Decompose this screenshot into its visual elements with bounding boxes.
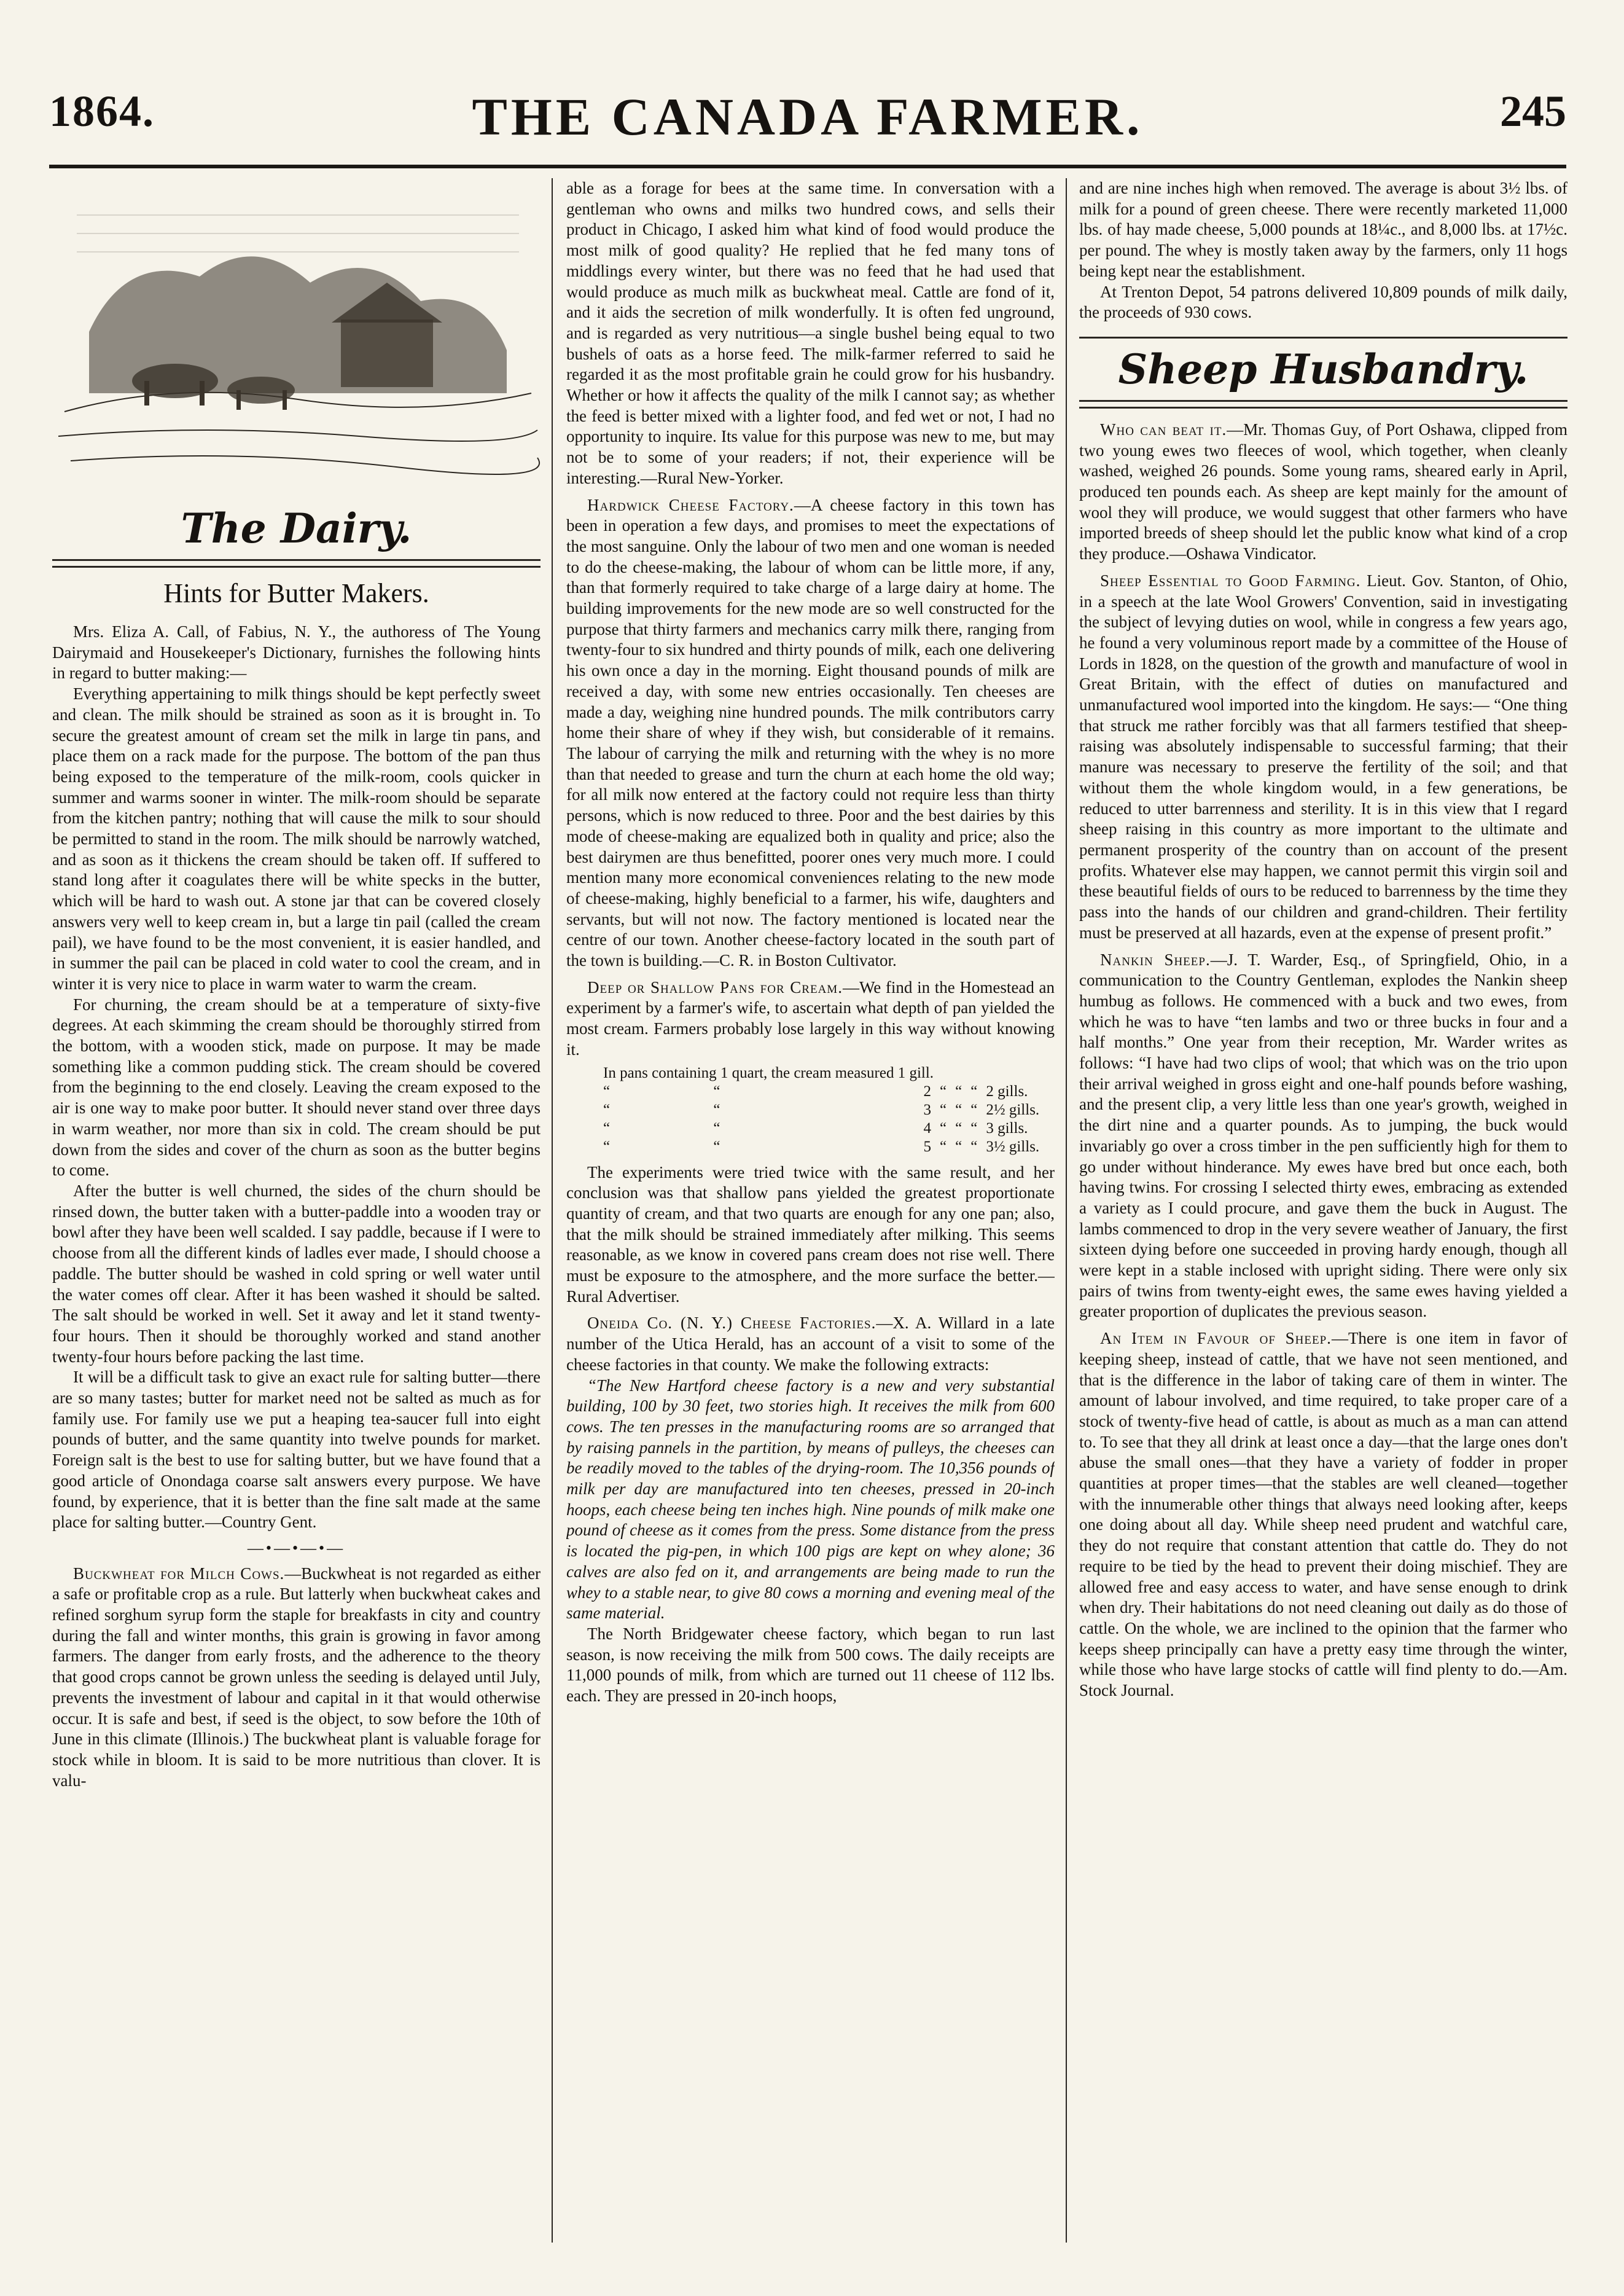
table-cell: 3 gills.	[986, 1119, 1028, 1137]
paragraph: The experiments were tried twice with the same result, and her conclusion was that shallow pans yielded the greatest proportionate quantity of cream, and that two quarts are enough for any one pan; also, that the milk should be strained immediately after milking. This seems reasonable, as we know in covered pans cream does not rise well. There must be exposure to the atmosphere, and the more surface the better.—Rural Advertiser.	[566, 1162, 1055, 1306]
issue-year: 1864.	[49, 87, 155, 136]
article-text: —Mr. Thomas Guy, of Port Oshawa, clipped from two young ewes two fleeces of wool, which together, when cleanly washed, weighed 26 pounds. Some young rams, sheared early in April, produced ten pounds each. As sheep are kept mainly for the amount of wool they will produce, we would suggest that other farmers who have imported breeds of sheep should let the public know what kind of a crop they produce.—Oshawa Vindicator.	[1079, 420, 1567, 563]
paragraph-who-can-beat	[1079, 420, 1567, 565]
article-heading-deep-pans: Deep or Shallow Pans for Cream.	[587, 978, 843, 997]
table-row: “ “ 5 “ “ “ 3½ gills.	[603, 1138, 1048, 1156]
paragraph-quote: “The New Hartford cheese factory is a new and very substantial building, 100 by 30 feet, two stories high. It receives the milk from 600 cows. The ten presses in the manufacturing rooms are so arranged that by raising pannels in the partition, by means of pulleys, the cheeses can be readily moved to the tables of the drying-room. The 10,356 pounds of milk per day are manufactured into ten cheeses, pressed in 20-inch hoops, each cheese being ten inches high. Nine pounds of milk make one pound of cheese as it comes from the press. Some distance from the press is located the pig-pen, in which 100 pigs are kept on whey alone; 36 calves are also fed on it, and arrangements are being made to run the whey to a stable near, to give 80 cows a morning and evening meal of the same material.	[566, 1376, 1055, 1623]
paragraph: The North Bridgewater cheese factory, which began to run last season, is now receiving the milk from 500 cows. The daily receipts are 11,000 pounds of milk, from which are turned out 11 cheese of 112 lbs. each. They are pressed in 20-inch hoops,	[566, 1624, 1055, 1706]
article-title-butter: Hints for Butter Makers.	[163, 578, 429, 608]
paragraph-buckwheat	[52, 1564, 541, 1792]
paragraph: Everything appertaining to milk things should be kept perfectly sweet and clean. The milk should be strained as soon as it is brought in. To secure the greatest amount of cream set the milk in large tin pans, and place them on a rack made for the purpose. The bottom of the pan thus being exposed to the temperature of the milk-room, cools quicker in summer and warms sooner in winter. The milk-room should be separate from the kitchen pantry; nothing that will cause the milk to sour should be permitted to stand in the room. The milk should be narrowly watched, and as soon as it thickens the cream should be taken off. If suffered to stand long after it coagulates there will be white specks in the butter, which will be hard to wash out. A stone jar that can be covered closely answers very well to keep cream in, but a large tin pail (called the cream pail), we have found to be the most convenient, it is easier handled, and in summer the pail can be placed in cold water to cool the cream, and in winter it is very nice to place in warm water to warm the cream.	[52, 684, 541, 993]
newspaper-title: THE CANADA FARMER.	[472, 87, 1144, 146]
article-text: —A cheese factory in this town has been in operation a few days, and promises to meet the expectations of the most sanguine. Only the labour of two men and one woman is needed to do the cheese-making, the labour of whom can be little more, if any, than that formerly required to take charge of a large dairy at home. The building improvements for the new mode are so well constructed for the purpose that thirty farmers and mechanics carry milk there, ranging from twenty-four to six hundred and thirty pounds of milk, each one delivering his own once a day in the morning. Eight thousand pounds of milk are received a day, with some new entries occasionally. Ten cheeses are made a day, weighing nine hundred pounds. The milk contributors carry home their share of whey if they wish, but considerable of it remains. The labour of carrying the milk and returning with the whey is no more than that needed to grease and turn the churn at each home the old way; for all milk now entered at the factory could not require less than thirty persons, which is now reduced to three. Poor and the best dairies by this mode of cheese-making are equalized both in quality and price; also the best dairymen are thus benefitted, poorer ones very much more. I could mention many more economical conveniences relating to the new mode of cheese-making, highly beneficial to a farmer, his wife, daughters and servants, but will not now. The factory mentioned is located near the centre of our town. Another cheese-factory located in the south part of the town is building.—C. R. in Boston Cultivator.	[566, 495, 1055, 970]
article-text: —There is one item in favor of keeping sheep, instead of cattle, that we have not seen mentioned, and that is the difference in the labor of taking care of them in winter. The amount of labour involved, and time required, to take proper care of a stock of twenty-five head of cattle, is about as much as a man can attend to. To see that they all drink at least once a day—that the large ones don't abuse the small ones—that they have a variety of fodder in proper quantities at proper times—that the stables are well cleaned—together with the innumerable other things that always need looking after, keeps one doing about all day. While sheep need prudent and watchful care, they do not require that constant attention that cattle do. They do not require to be tied by the head to prevent their doing mischief. They are allowed free and easy access to water, and have sense enough to drink when dry. Their habitations do not need cleaning out daily as do those of cattle. On the whole, we are inclined to the opinion that the farmer who keeps sheep principally can have a pretty easy time through the winter, while those who have large stocks of cattle will find plenty to do.—Am. Stock Journal.	[1079, 1329, 1567, 1700]
paragraph-hardwick	[566, 495, 1055, 971]
masthead-rule	[49, 165, 1566, 168]
column-divider	[1066, 178, 1067, 2243]
table-cell: 3	[923, 1101, 932, 1118]
paragraph-sheep-essential	[1079, 571, 1567, 944]
table-cell: 4	[923, 1119, 932, 1137]
paragraph: At Trenton Depot, 54 patrons delivered 10,809 pounds of milk daily, the proceeds of 930 cows.	[1079, 282, 1567, 322]
table-cell: 2	[923, 1083, 932, 1100]
paragraph: After the butter is well churned, the sides of the churn should be rinsed down, the butter taken with a butter-paddle into a wooden tray or bowl after they have been well scalded. I say paddle, because if I were to choose from all the different kinds of ladles ever made, I should choose a paddle. The butter should be washed in cold spring or well water until the water comes off clear. After it has been washed it should be salted. The salt should be worked in well. Set it away and let it stand twenty-four hours. Then it should be thoroughly worked and stand another twenty-four hours before packing the last time.	[52, 1181, 541, 1366]
article-heading-buckwheat: Buckwheat for Milch Cows.	[73, 1564, 285, 1583]
section-heading-dairy: The Dairy.	[181, 504, 412, 552]
article-heading-sheep-essential: Sheep Essential to Good Farming.	[1100, 571, 1361, 590]
double-rule	[1079, 400, 1567, 409]
section-heading-sheep: Sheep Husbandry.	[1118, 345, 1529, 393]
paragraph: able as a forage for bees at the same time. In conversation with a gentleman who owns and milks two hundred cows, and sells their product in Chicago, I asked him what kind of food would produce the most milk of good quality? He replied that he fed many tons of middlings every winter, but there was no feed that he had used that would produce as much milk as buckwheat meal. Cattle are fond of it, and it aids the secretion of milk wonderfully. It is often fed unground, and is regarded as very nutritious—a single bushel being equal to two bushels of oats as a horse feed. The milk-farmer referred to said he regarded it as the most profitable grain he could grow for his husbandry. Whether or how it affects the quality of the milk I cannot say; as whether the feed is better mixed with a lighter food, and fed wet or not, I had no opportunity to inquire. Its value for this purpose was new to me, but may not be to some of your readers; if not, their experience will be interesting.—Rural New-Yorker.	[566, 179, 1055, 487]
table-cell: 2½ gills.	[986, 1101, 1040, 1118]
article-text: —We find in the Homestead an experiment by a farmer's wife, to ascertain what depth of pan yielded the most cream. Farmers probably lose largely in this way without knowing it.	[566, 978, 1055, 1059]
table-row: “ “ 4 “ “ “ 3 gills.	[603, 1119, 1048, 1138]
table-cell: 5	[923, 1138, 932, 1155]
page-number: 245	[1500, 87, 1566, 136]
article-heading-oneida: Oneida Co. (N. Y.) Cheese Factories.	[587, 1314, 876, 1333]
table-caption: In pans containing 1 quart, the cream measured 1 gill.	[603, 1064, 934, 1081]
paragraph: It will be a difficult task to give an exact rule for salting butter—there are so many tastes; butter for market need not be salted as much as for family use. For family use we put a heaping tea-saucer full into eight pounds of butter, and the same quantity into twelve pounds for market. Foreign salt is the best to use for salting butter, but we have found that a good article of Onondaga coarse salt answers every purpose. We have found, by experience, that it is better than the fine salt made at the same place for salting butter.—Country Gent.	[52, 1368, 541, 1532]
table-cell: 2 gills.	[986, 1083, 1028, 1100]
paragraph: For churning, the cream should be at a temperature of sixty-five degrees. At each skimming the cream should be thoroughly stirred from the bottom, with a wooden stick, made on purpose. It may be made something like a common pudding stick. The cream should be covered from the beginning to the end closely. Leaving the cream exposed to the air is one way to make poor butter. It should never stand over three days in warm weather, nor more than six in cold. The cream should be put down from the sides and cover of the churn as soon as the butter begins to come.	[52, 995, 541, 1180]
column-2	[566, 178, 1055, 2249]
table-cell: 3½ gills.	[986, 1138, 1040, 1155]
cream-measure-table	[603, 1064, 1048, 1156]
paragraph: and are nine inches high when removed. The average is about 3½ lbs. of milk for a pound of green cheese. There were recently marketed 11,000 lbs. of hay made cheese, 5,000 pounds at 18¼c., and 8,000 lbs. at 17½c. per pound. The whey is mostly taken away by the farmers, only 11 hogs being kept near the establishment.	[1079, 179, 1567, 280]
section-rule	[1079, 337, 1567, 339]
paragraph-oneida	[566, 1313, 1055, 1375]
double-rule	[52, 559, 541, 568]
table-row: “ “ 2 “ “ “ 2 gills.	[603, 1083, 1048, 1101]
masthead	[49, 86, 1566, 160]
column-divider	[552, 178, 553, 2243]
article-heading-item-favour: An Item in Favour of Sheep.	[1100, 1329, 1332, 1348]
article-heading-nankin: Nankin Sheep.	[1100, 950, 1211, 969]
paragraph-nankin	[1079, 950, 1567, 1323]
ornament-divider: —•—•—•—	[247, 1538, 346, 1557]
column-3	[1079, 178, 1567, 2249]
article-text: —J. T. Warder, Esq., of Springfield, Ohio, in a communication to the Country Gentleman, explodes the Nankin sheep humbug as follows. He commenced with a buck and two ewes, from which he was to have “ten lambs and two or three bucks in four and a half months.” One year from their reception, Mr. Warder writes as follows: “I have had two clips of wool; that which was on the trio upon their arrival weighed in gross eight and one-half pounds before washing, and the present clip, a very little less than one year's growth, weighed in the dirt nine and a quarter pounds. As to jumping, the buck would invariably go over a cross timber in the pen sufficiently high for them to go under without hinderance. My ewes have bred but once each, both having twins. For crossing I selected thirty ewes, embracing as extended a variety as I could procure, and gave them the buck in August. The lambs commenced to drop in the very severe weather of January, the first sixteen dying before one succeeded in proving hardy enough, though all were kept in a stable inclosed with upright siding. There were only six pairs of twins from twenty-eight ewes, the same ewes having yielded a greater proportion of duplicates the previous season.	[1079, 950, 1567, 1321]
article-text: —Buckwheat is not regarded as either a safe or profitable crop as a rule. But latterly when buckwheat cakes and refined sorghum syrup form the staple for breakfasts in city and country during the fall and winter months, this grain is growing in favor among farmers. The danger from early frosts, and the adherence to the theory that good crops cannot be grown unless the seeding is delayed until July, prevents the investment of labour and capital in it that would otherwise occur. It is safe and best, if seed is the object, to sow before the 10th of June in this climate (Illinois.) The buckwheat plant is valuable forage for stock while in bloom. It is said to be more nutritious than clover. It is valu-	[52, 1564, 541, 1790]
article-text: —X. A. Willard in a late number of the Utica Herald, has an account of a visit to some of the cheese factories in that county. We make the following extracts:	[566, 1314, 1055, 1374]
paragraph-deep-pans	[566, 978, 1055, 1060]
article-heading-who-can-beat: Who can beat it.	[1100, 420, 1227, 439]
column-1	[52, 178, 541, 2249]
dairy-engraving-illustration	[52, 178, 541, 498]
article-text: Lieut. Gov. Stanton, of Ohio, in a speech at the late Wool Growers' Convention, said in investigating the subject of levying duties on wool, while in congress a few years ago, he found a very voluminous report made by a committee of the House of Lords in 1828, on the question of the growth and manufacture of wool in Great Britain, with the effect of duties on manufactured and unmanufactured wool imported into the kingdom. He says:— “One thing that struck me rather forcibly was that all farmers testified that sheep-raising was absolutely indispensable to successful farming; that their manure was necessary to preserve the fertility of the soil; and that without them the whole kingdom would, in a few generations, be reduced to utter barrenness and sterility. It is in this view that I regard sheep raising in this country as more important to the ultimate and permanent prosperity of the country than on account of the present profits. Whatever else may happen, we cannot permit this virgin soil and these beautiful fields of ours to be reduced to barrenness by the time they pass into the hands of our children and grand-children. Their fertility must be preserved at all hazards, even at the expense of present profit.”	[1079, 571, 1567, 942]
paragraph-item-favour	[1079, 1328, 1567, 1701]
table-row: “ “ 3 “ “ “ 2½ gills.	[603, 1101, 1048, 1119]
paragraph: Mrs. Eliza A. Call, of Fabius, N. Y., the authoress of The Young Dairymaid and Housekeeper's Dictionary, furnishes the following hints in regard to butter making:—	[52, 622, 541, 683]
article-heading-hardwick: Hardwick Cheese Factory.	[587, 495, 794, 514]
